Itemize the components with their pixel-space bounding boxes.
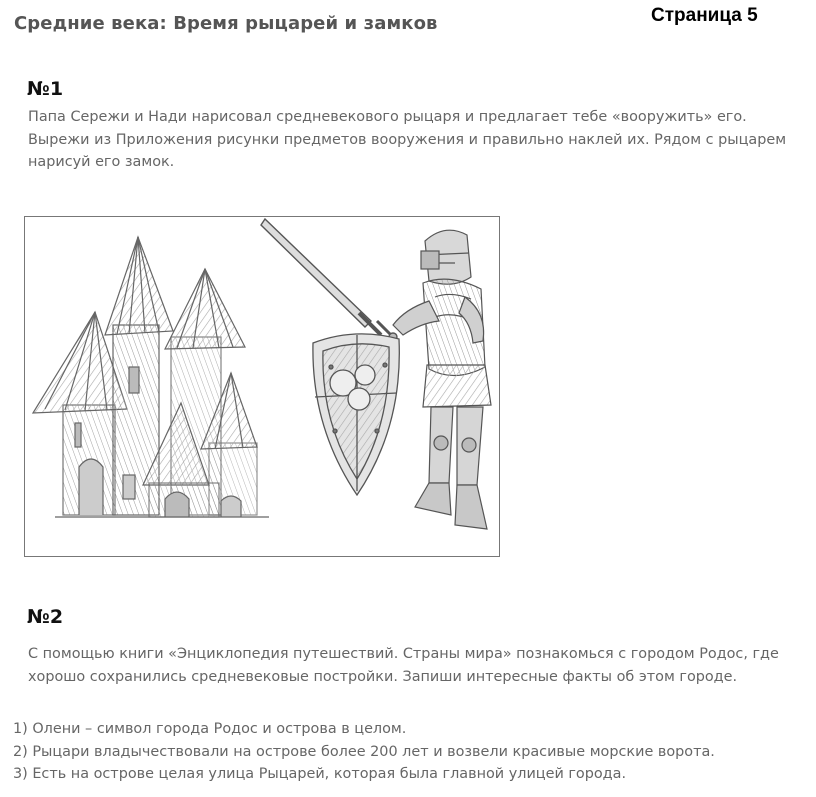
knight-sketch [393, 230, 491, 529]
castle-sketch [33, 237, 269, 517]
answer-item: 3) Есть на острове целая улица Рыцарей, которая была главной улицей города. [13, 766, 627, 782]
task-1-text: Папа Сережи и Нади нарисовал средневекового рыцаря и предлагает тебе «вооружить» его. Вырежи из Приложения рисунки предметов вооружения и правильно наклей их. Рядом с рыцарем нарисуй его замок. [28, 109, 787, 171]
answer-item: 1) Олени – символ города Родос и острова в целом. [13, 721, 407, 737]
page-title: Средние века: Время рыцарей и замков [14, 13, 438, 34]
castle-knight-drawing [24, 216, 500, 557]
pencil-sketch-illustration [25, 217, 499, 556]
task-2-text: С помощью книги «Энциклопедия путешествий. Страны мира» познакомься с городом Родос, где хорошо сохранились средневековые постройки. Запиши интересные факты об этом городе. [28, 646, 779, 685]
answers-list [13, 718, 715, 786]
page-number: Страница 5 [651, 5, 758, 26]
task-2-heading: №2 [27, 606, 64, 628]
sword-sketch [261, 219, 397, 341]
answer-item: 2) Рыцари владычествовали на острове более 200 лет и возвели красивые морские ворота. [13, 743, 715, 760]
task-1-heading: №1 [27, 78, 64, 100]
shield-sketch [313, 334, 399, 495]
